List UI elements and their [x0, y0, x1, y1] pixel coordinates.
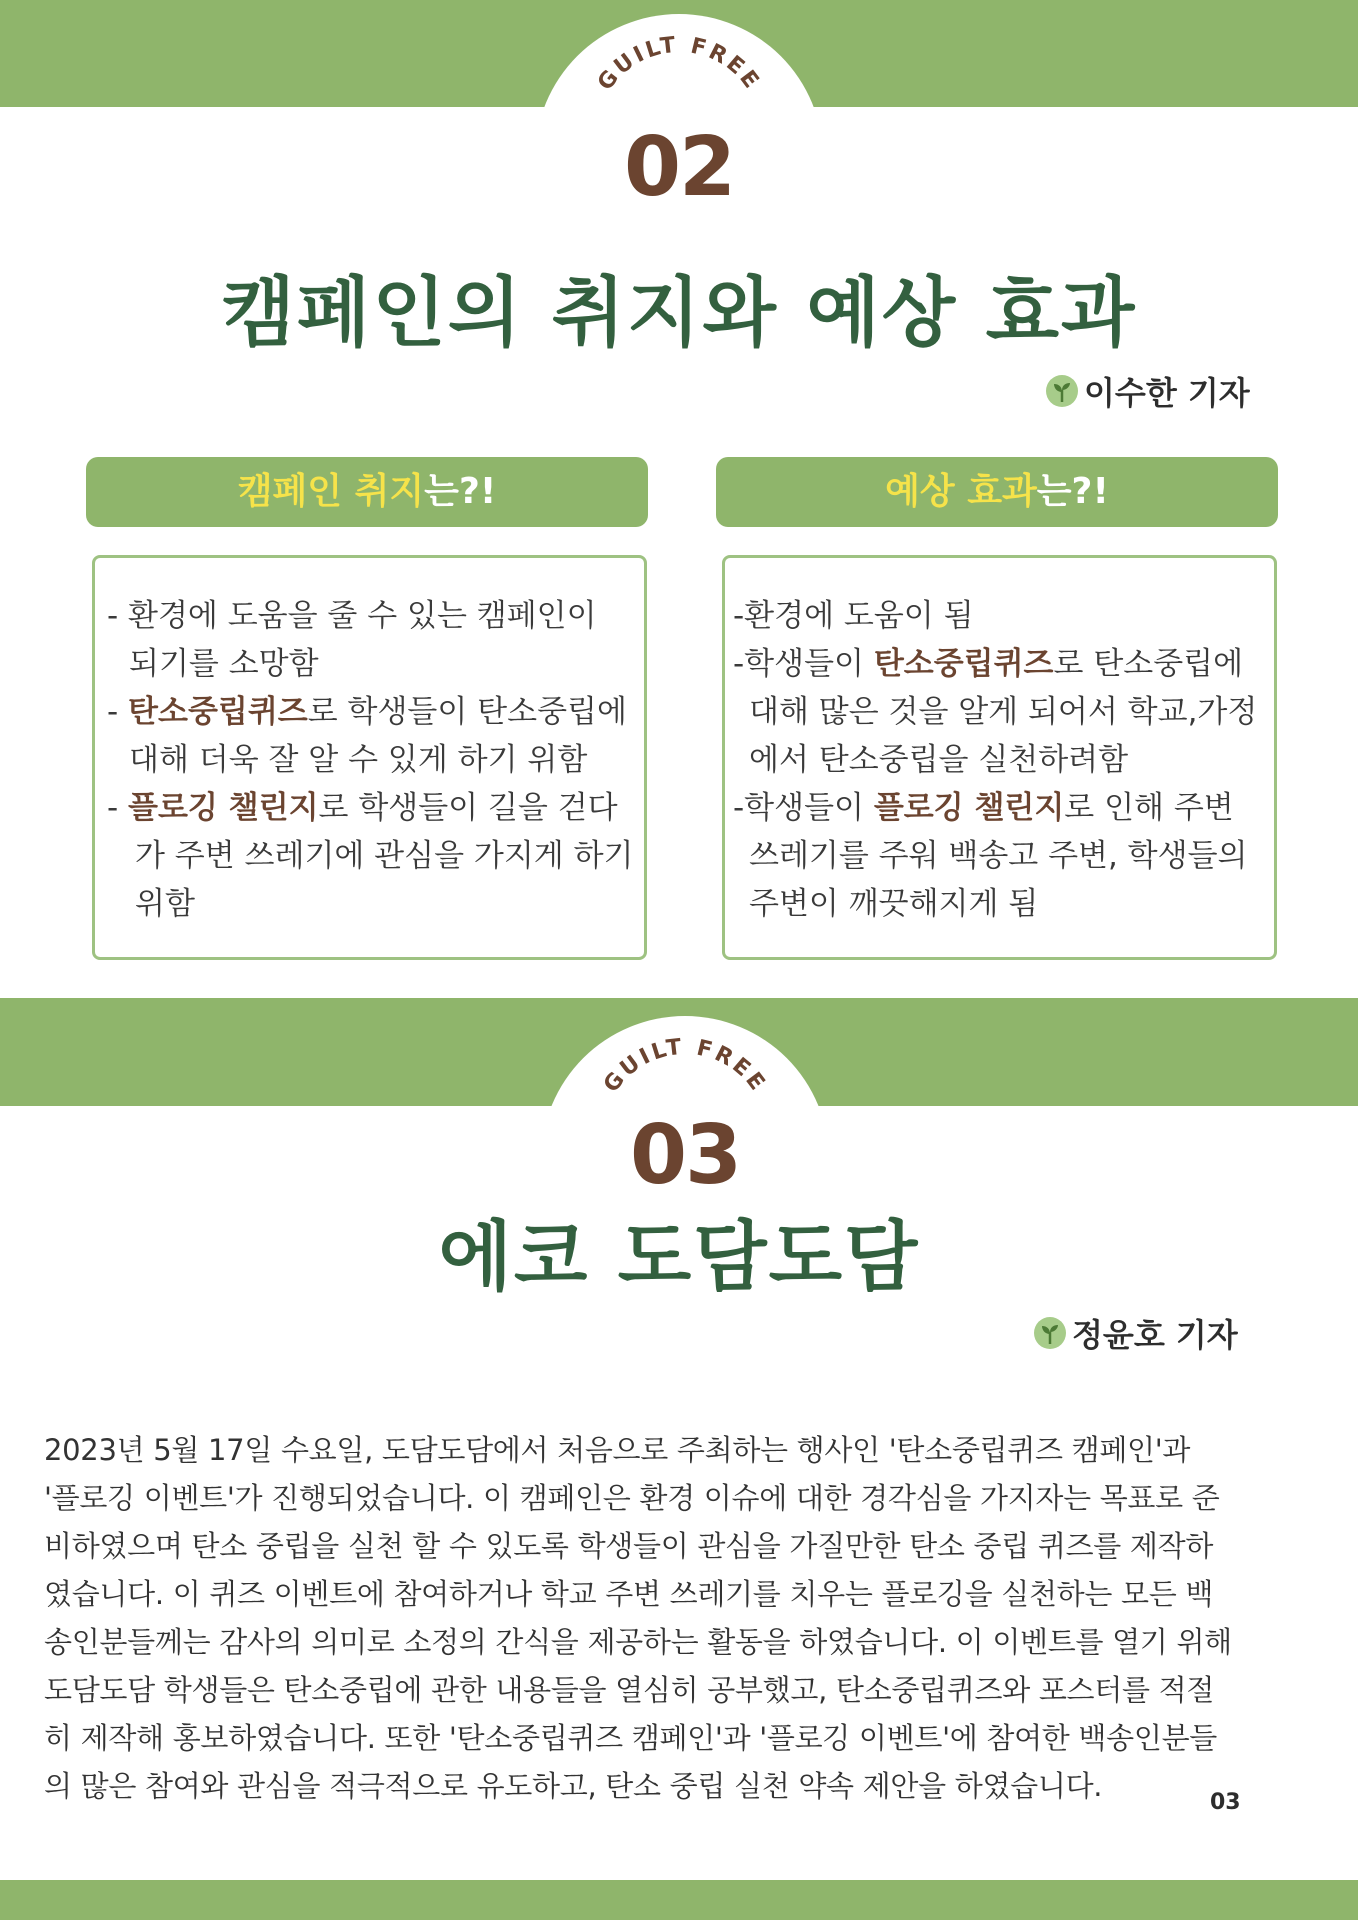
purpose-line: 대해 더욱 잘 알 수 있게 하기 위함: [129, 742, 588, 778]
effect-line: -환경에 도움이 됨: [733, 598, 974, 634]
svg-text:GUILT FREE: [593, 33, 765, 96]
page-number: 03: [1210, 1790, 1241, 1815]
paragraph-line: 비하였으며 탄소 중립을 실천 할 수 있도록 학생들이 관심을 가질만한 탄소 중립 퀴즈를 제작하: [44, 1529, 1214, 1563]
purpose-heading-suffix: 는?!: [424, 471, 497, 512]
reporter-byline: [1046, 368, 1250, 414]
effect-line: -학생들이 탄소중립퀴즈로 탄소중립에: [733, 646, 1244, 682]
effect-line: -학생들이 플로깅 챌린지로 인해 주변: [733, 790, 1234, 826]
purpose-heading-highlight: 캠페인 취지: [237, 471, 425, 512]
paragraph-line: 2023년 5월 17일 수요일, 도담도담에서 처음으로 주최하는 행사인 '탄소중립퀴즈 캠페인'과: [44, 1433, 1191, 1467]
badge-text: GUILT FREE: [593, 32, 766, 96]
effect-line: 에서 탄소중립을 실천하려함: [749, 742, 1129, 778]
purpose-line: 가 주변 쓰레기에 관심을 가지게 하기: [135, 838, 634, 874]
reporter-name: 이수한 기자: [1084, 374, 1250, 412]
effect-line: 쓰레기를 주워 백송고 주변, 학생들의: [749, 838, 1248, 874]
bottom-band: [0, 1880, 1358, 1920]
effect-heading-highlight: 예상 효과: [885, 471, 1037, 512]
sprout-icon: [1046, 375, 1078, 407]
paragraph-line: '플로깅 이벤트'가 진행되었습니다. 이 캠페인은 환경 이슈에 대한 경각심을 가지자는 목표로 준: [44, 1481, 1220, 1515]
paragraph-line: 히 제작해 홍보하였습니다. 또한 '탄소중립퀴즈 캠페인'과 '플로깅 이벤트'에 참여한 백송인분들: [44, 1721, 1218, 1755]
section-title: 에코 도담도담: [438, 1212, 920, 1301]
purpose-box: [92, 555, 647, 960]
purpose-heading: [86, 457, 648, 527]
svg-text:GUILT FREE: [599, 1035, 771, 1098]
purpose-line: 되기를 소망함: [129, 646, 319, 682]
purpose-line: - 플로깅 챌린지로 학생들이 길을 걷다: [107, 790, 618, 826]
reporter-byline: [1034, 1310, 1238, 1356]
section-number: 03: [629, 1108, 741, 1203]
purpose-line: - 환경에 도움을 줄 수 있는 캠페인이: [107, 598, 597, 634]
paragraph-line: 도담도담 학생들은 탄소중립에 관한 내용들을 열심히 공부했고, 탄소중립퀴즈와 포스터를 적절: [44, 1673, 1215, 1707]
reporter-name: 정윤호 기자: [1072, 1316, 1238, 1354]
sprout-icon: [1034, 1317, 1066, 1349]
effect-heading-suffix: 는?!: [1036, 471, 1109, 512]
paragraph-line: 송인분들께는 감사의 의미로 소정의 간식을 제공하는 활동을 하였습니다. 이 이벤트를 열기 위해: [44, 1625, 1232, 1659]
badge-text: GUILT FREE: [599, 1034, 772, 1098]
paragraph-line: 의 많은 참여와 관심을 적극적으로 유도하고, 탄소 중립 실천 약속 제안을 하였습니다.: [44, 1769, 1103, 1803]
paragraph-line: 였습니다. 이 퀴즈 이벤트에 참여하거나 학교 주변 쓰레기를 치우는 플로깅을 실천하는 모든 백: [44, 1577, 1214, 1611]
effect-heading: [716, 457, 1278, 527]
effect-box: [722, 555, 1277, 960]
section-number: 02: [623, 120, 735, 215]
purpose-line: 위함: [135, 886, 195, 922]
effect-line: 대해 많은 것을 알게 되어서 학교,가정: [749, 694, 1258, 730]
purpose-line: - 탄소중립퀴즈로 학생들이 탄소중립에: [107, 694, 627, 730]
section-title: 캠페인의 취지와 예상 효과: [221, 268, 1137, 357]
effect-line: 주변이 깨끗해지게 됨: [749, 886, 1039, 922]
